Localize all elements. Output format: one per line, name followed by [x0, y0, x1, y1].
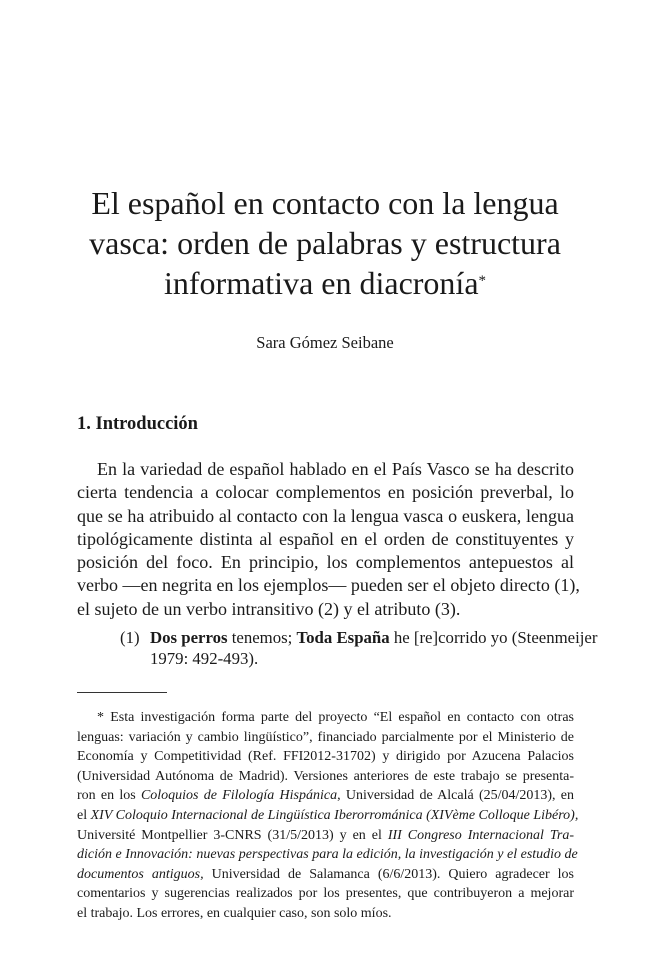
footnote-line: Economía y Competitividad (Ref. FFI2012-31702) y dirigido por Azucena Palacios: [77, 749, 574, 765]
example-bold: Toda España: [296, 628, 390, 647]
footnote-span: Université Montpellier 3-CNRS (31/5/2013) y en el: [77, 827, 388, 843]
title-line-1: El español en contacto con la lengua: [91, 185, 559, 221]
example-line: 1979: 492-493).: [150, 649, 259, 669]
paragraph-line: el sujeto de un verbo intransitivo (2) y el atributo (3).: [77, 598, 461, 619]
paragraph-line: que se ha atribuido al contacto con la lengua vasca o euskera, lengua: [77, 505, 574, 526]
example-span: tenemos;: [227, 628, 297, 647]
footnote-italic: III Congreso Internacional Tra-: [387, 827, 574, 843]
footnote-mark: *: [478, 273, 487, 289]
footnote-line: [77, 865, 574, 885]
footnote-italic: XIV Coloquio Internacional de Lingüística Iberorrománica (XIVème Colloque Libéro),: [90, 807, 579, 823]
footnote-divider: [77, 692, 167, 693]
example-span: he [re]corrido yo (Steenmeijer: [389, 628, 598, 647]
footnote-italic: dición e Innovación: nuevas perspectivas para la edición, la investigación y el estudio de: [77, 847, 578, 863]
paragraph-line: verbo —en negrita en los ejemplos— pueden ser el objeto directo (1),: [77, 575, 580, 596]
body-paragraph: [77, 458, 580, 621]
title-line-2: vasca: orden de palabras y estructura: [89, 225, 561, 261]
paragraph-line: tipológicamente distinta al español en el orden de constituyentes y: [77, 528, 574, 549]
footnote-italic: documentos antiguos,: [77, 866, 204, 882]
paragraph-line: En la variedad de español hablado en el País Vasco se ha descrito: [97, 459, 574, 479]
section-heading: 1. Introducción: [77, 414, 198, 434]
paragraph-line: cierta tendencia a colocar complementos en posición preverbal, lo: [77, 482, 574, 503]
article-title: [60, 183, 590, 303]
footnote-span: el: [77, 807, 91, 823]
footnote-line: comentarios y sugerencias realizados por los presentes, que contribuyeron a mejorar: [77, 886, 574, 902]
footnote-line: [77, 806, 579, 826]
footnote-line: [77, 786, 574, 806]
example-number: (1): [120, 628, 140, 647]
footnote-line: * Esta investigación forma parte del proyecto “El español en contacto con otras: [97, 710, 574, 725]
footnote-span: ron en los: [77, 788, 141, 804]
footnote-span: , Universidad de Alcalá (25/04/2013), en: [337, 788, 574, 804]
example-bold: Dos perros: [150, 628, 228, 647]
footnote-line: [77, 826, 574, 846]
footnote: [77, 708, 579, 924]
footnote-italic: Coloquios de Filología Hispánica: [140, 788, 338, 804]
footnote-line: (Universidad Autónoma de Madrid). Versiones anteriores de este trabajo se presenta-: [77, 768, 574, 784]
footnote-line: lenguas: variación y cambio lingüístico”, financiado parcialmente por el Ministerio de: [77, 729, 574, 745]
example-line: [150, 627, 598, 648]
footnote-line: el trabajo. Los errores, en cualquier caso, son solo míos.: [77, 905, 392, 921]
author-name: Sara Gómez Seibane: [256, 333, 394, 352]
title-line-3: [60, 263, 590, 303]
footnote-span: Universidad de Salamanca (6/6/2013). Quiero agradecer los: [203, 866, 574, 882]
title-line-3-text: informativa en diacronía: [163, 265, 479, 301]
footnote-line: [77, 845, 578, 865]
example-text: [150, 627, 598, 670]
paragraph-line: posición del foco. En principio, los complementos antepuestos al: [77, 552, 574, 573]
